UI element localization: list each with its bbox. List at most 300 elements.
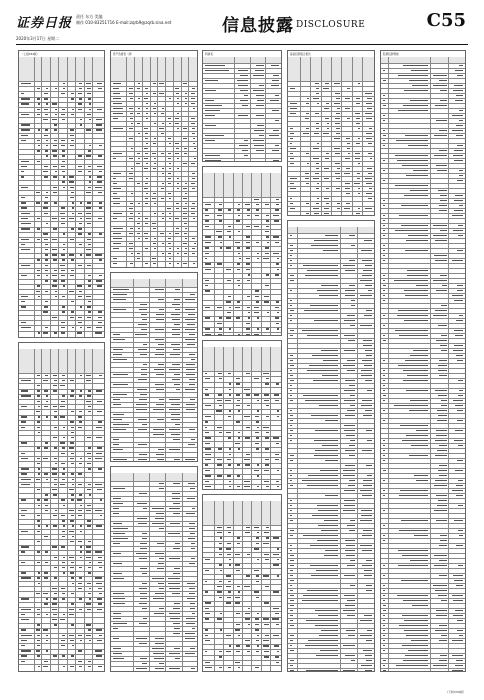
table-row-rule <box>288 563 374 564</box>
table-row-rule <box>288 338 374 339</box>
table-cell <box>290 530 295 531</box>
table-cell <box>159 528 164 529</box>
table-cell <box>146 93 148 94</box>
table-cell <box>89 109 91 110</box>
table-cell <box>169 123 172 124</box>
table-row-rule <box>288 433 374 434</box>
table-row-rule <box>381 608 465 609</box>
table-cell <box>63 285 65 286</box>
table-cell <box>236 613 240 614</box>
table-row-rule <box>288 418 374 419</box>
table-cell <box>216 410 221 411</box>
table-row-rule <box>288 263 374 264</box>
table-cell <box>37 463 40 464</box>
table-cell <box>228 581 231 582</box>
table-row-rule <box>111 521 197 522</box>
table-row-rule <box>381 513 465 514</box>
table-cell <box>228 226 231 227</box>
table-row-rule <box>381 528 465 529</box>
table-row-rule <box>111 397 197 398</box>
table-cell <box>309 365 338 366</box>
table-row-rule <box>381 293 465 294</box>
table-cell <box>316 128 319 129</box>
table-cell <box>159 608 164 609</box>
table-cell <box>138 349 147 350</box>
table-cell <box>99 275 103 276</box>
table-row-rule <box>288 253 374 254</box>
table-cell <box>362 400 373 401</box>
table-cell <box>205 591 208 592</box>
table-cell <box>361 375 372 376</box>
table-cell <box>88 301 90 302</box>
table-cell <box>54 458 56 459</box>
table-cell <box>358 188 361 189</box>
table-cell <box>44 166 49 167</box>
table-row-rule <box>203 197 281 198</box>
table-cell <box>323 133 329 134</box>
table-cell <box>152 523 164 524</box>
table-cell <box>45 301 48 302</box>
table-cell <box>290 625 295 626</box>
table-cell <box>46 395 48 396</box>
table-cell <box>191 163 196 164</box>
table-cell <box>176 148 179 149</box>
table-cell <box>153 108 156 109</box>
table-cell <box>324 198 329 199</box>
table-cell <box>38 666 40 667</box>
table-cell <box>187 598 196 599</box>
table-cell <box>145 138 148 139</box>
table-cell <box>21 140 26 141</box>
table-cell <box>143 618 147 619</box>
table-row-rule <box>19 513 104 514</box>
table-row-rule <box>111 556 197 557</box>
table-row-rule <box>19 446 104 447</box>
table-cell <box>405 250 428 251</box>
table-cell <box>238 115 249 116</box>
table-cell <box>459 170 464 171</box>
table-cell <box>155 593 164 594</box>
table-cell <box>205 328 210 329</box>
table-cell <box>37 447 40 448</box>
table-cell <box>247 215 250 216</box>
table-row-rule <box>19 659 104 660</box>
table-cell <box>217 263 222 264</box>
table-cell <box>113 213 123 214</box>
table-cell <box>138 213 141 214</box>
table-cell <box>53 515 56 516</box>
table-cell <box>410 100 429 101</box>
table-cell <box>96 327 103 328</box>
table-cell <box>229 328 231 329</box>
table-cell <box>137 503 147 504</box>
table-cell <box>146 118 148 119</box>
table-cell <box>360 490 372 491</box>
table-row-rule <box>19 117 104 118</box>
table-cell <box>37 259 40 260</box>
table-cell <box>316 168 319 169</box>
table-cell <box>205 105 222 106</box>
table-row-rule <box>288 518 374 519</box>
table-row-rule <box>288 423 374 424</box>
table-cell <box>256 105 264 106</box>
table-cell <box>184 153 187 154</box>
table-cell <box>185 638 195 639</box>
table-cell <box>403 65 428 66</box>
table-cell <box>78 103 82 104</box>
masthead-rule <box>16 44 468 45</box>
table-cell <box>98 192 102 193</box>
table-cell <box>454 580 464 581</box>
table-cell <box>21 187 28 188</box>
table-cell <box>137 223 141 224</box>
table-cell <box>219 204 221 205</box>
table-cell <box>46 192 49 193</box>
table-cell <box>44 109 48 110</box>
table-cell <box>398 75 428 76</box>
table-cell <box>226 269 231 270</box>
table-cell <box>169 653 180 654</box>
table-cell <box>88 411 91 412</box>
table-column-4-top <box>287 50 375 216</box>
table-row-rule <box>288 648 374 649</box>
table-cell <box>78 93 82 94</box>
table-row-rule <box>111 486 197 487</box>
table-cell <box>37 427 40 428</box>
table-cell <box>46 145 48 146</box>
table-cell <box>255 416 259 417</box>
table-cell <box>257 258 260 259</box>
table-cell <box>113 488 125 489</box>
table-cell <box>344 575 355 576</box>
table-cell <box>364 365 373 366</box>
table-cell <box>205 667 212 668</box>
table-cell <box>137 253 140 254</box>
table-cell <box>316 655 338 656</box>
table-row-rule <box>381 123 465 124</box>
table-cell <box>398 110 429 111</box>
table-cell <box>403 380 428 381</box>
table-cell <box>316 188 319 189</box>
table-cell <box>205 427 208 428</box>
table-cell <box>169 588 180 589</box>
table-cell <box>113 618 122 619</box>
table-row-rule <box>381 658 465 659</box>
table-cell <box>227 459 231 460</box>
table-row-rule <box>19 102 104 103</box>
table-cell <box>21 572 26 573</box>
table-cell <box>205 90 217 91</box>
table-row-rule <box>288 201 374 202</box>
table-cell <box>361 370 372 371</box>
table-cell <box>97 176 103 177</box>
table-cell <box>71 562 74 563</box>
table-cell <box>37 551 40 552</box>
table-row-rule <box>381 558 465 559</box>
table-cell <box>453 600 463 601</box>
table-cell <box>62 473 66 474</box>
table-cell <box>290 360 294 361</box>
table-cell <box>290 565 294 566</box>
table-cell <box>435 480 446 481</box>
table-cell <box>52 218 56 219</box>
table-cell <box>217 307 222 308</box>
table-row-rule <box>288 191 374 192</box>
table-cell <box>21 98 30 99</box>
table-cell <box>37 401 39 402</box>
table-cell <box>78 416 82 417</box>
table-cell <box>70 520 73 521</box>
table-cell <box>139 603 147 604</box>
table-column-rule <box>430 57 431 671</box>
table-cell <box>21 484 30 485</box>
table-row-rule <box>288 573 374 574</box>
table-cell <box>96 124 103 125</box>
table-cell <box>383 380 385 381</box>
table-row-rule <box>381 523 465 524</box>
table-cell <box>46 155 48 156</box>
table-cell <box>62 155 65 156</box>
table-cell <box>86 375 90 376</box>
table-cell <box>439 205 447 206</box>
table-cell <box>173 503 180 504</box>
table-cell <box>456 545 463 546</box>
table-row-rule <box>111 241 197 242</box>
table-cell <box>383 235 385 236</box>
table-row-rule <box>203 622 281 623</box>
table-row-rule <box>381 308 465 309</box>
table-cell <box>347 315 355 316</box>
table-row-rule <box>19 586 104 587</box>
table-cell <box>157 568 164 569</box>
table-cell <box>246 242 250 243</box>
table-cell <box>159 488 163 489</box>
table-cell <box>411 445 428 446</box>
table-cell <box>344 425 356 426</box>
table-cell <box>266 416 268 417</box>
table-cell <box>383 590 385 591</box>
table-cell <box>87 609 90 610</box>
table-cell <box>245 640 249 641</box>
table-cell <box>263 543 268 544</box>
table-cell <box>21 390 28 391</box>
table-column-2-middle <box>110 272 198 462</box>
table-cell <box>169 218 172 219</box>
table-cell <box>345 550 356 551</box>
table-cell <box>290 163 294 164</box>
table-row-rule <box>111 287 197 288</box>
table-column-3-bottom <box>202 494 282 672</box>
table-cell <box>238 85 249 86</box>
table-row-rule <box>111 377 197 378</box>
table-cell <box>21 218 28 219</box>
table-row-rule <box>203 665 281 666</box>
table-row-rule <box>19 299 104 300</box>
table-cell <box>61 114 65 115</box>
table-row-rule <box>381 398 465 399</box>
table-cell <box>52 317 57 318</box>
table-cell <box>440 275 447 276</box>
table-cell <box>154 248 156 249</box>
table-cell <box>37 375 40 376</box>
table-cell <box>78 510 82 511</box>
table-cell <box>383 80 386 81</box>
table-cell <box>96 119 102 120</box>
table-cell <box>264 532 269 533</box>
table-cell <box>290 275 294 276</box>
table-cell <box>97 109 103 110</box>
table-cell <box>257 464 259 465</box>
table-cell <box>400 490 428 491</box>
table-row-rule <box>288 493 374 494</box>
table-cell <box>383 120 385 121</box>
table-row-rule <box>288 583 374 584</box>
table-cell <box>170 523 180 524</box>
table-cell <box>36 192 39 193</box>
table-row-rule <box>381 463 465 464</box>
table-cell <box>113 374 128 375</box>
table-cell <box>313 208 319 209</box>
table-cell <box>70 145 74 146</box>
table-cell <box>155 289 164 290</box>
table-cell <box>383 170 385 171</box>
table-row-rule <box>381 643 465 644</box>
table-cell <box>290 510 293 511</box>
table-cell <box>266 527 269 528</box>
table-row-rule <box>111 631 197 632</box>
table-cell <box>87 520 91 521</box>
table-cell <box>43 311 48 312</box>
table-cell <box>95 332 103 333</box>
table-cell <box>97 609 102 610</box>
table-cell <box>226 635 232 636</box>
table-cell <box>244 586 249 587</box>
table-cell <box>53 280 56 281</box>
table-cell <box>440 90 446 91</box>
table-cell <box>290 400 294 401</box>
table-cell <box>174 299 180 300</box>
table-cell <box>383 285 386 286</box>
table-cell <box>113 349 123 350</box>
table-cell <box>404 290 428 291</box>
table-cell <box>259 135 264 136</box>
table-cell <box>113 83 121 84</box>
table-cell <box>264 481 269 482</box>
table-cell <box>80 390 82 391</box>
table-cell <box>205 80 218 81</box>
table-row-rule <box>203 638 281 639</box>
table-cell <box>263 645 268 646</box>
table-cell <box>146 178 148 179</box>
table-cell <box>96 525 102 526</box>
table-cell <box>154 158 156 159</box>
table-row-rule <box>203 452 281 453</box>
table-cell <box>266 328 269 329</box>
table-cell <box>88 567 90 568</box>
table-cell <box>62 520 65 521</box>
table-cell <box>453 400 464 401</box>
table-cell <box>21 306 26 307</box>
table-cell <box>217 475 222 476</box>
table-cell <box>113 503 123 504</box>
table-cell <box>45 510 48 511</box>
table-cell <box>175 153 179 154</box>
table-cell <box>162 123 164 124</box>
table-cell <box>69 447 73 448</box>
table-cell <box>145 198 148 199</box>
table-cell <box>265 559 269 560</box>
table-cell <box>370 158 373 159</box>
table-cell <box>408 650 429 651</box>
table-row-rule <box>288 353 374 354</box>
table-cell <box>290 380 295 381</box>
table-row-rule <box>203 409 281 410</box>
table-cell <box>169 429 180 430</box>
table-row-rule <box>203 617 281 618</box>
table-cell <box>157 543 164 544</box>
table-row-rule <box>288 116 374 117</box>
table-cell <box>79 609 82 610</box>
table-cell <box>457 250 463 251</box>
table-cell <box>169 263 171 264</box>
table-cell <box>454 160 464 161</box>
table-cell <box>53 192 57 193</box>
table-cell <box>21 629 26 630</box>
table-row-rule <box>381 163 465 164</box>
table-cell <box>253 90 264 91</box>
table-cell <box>87 317 91 318</box>
table-column-rule <box>270 501 271 671</box>
table-cell <box>46 140 48 141</box>
table-cell <box>63 505 65 506</box>
table-column-rule <box>58 57 59 337</box>
table-cell <box>153 168 156 169</box>
table-cell <box>347 615 355 616</box>
section-subtitle: DISCLOSURE <box>296 20 366 30</box>
table-cell <box>383 245 385 246</box>
table-cell <box>236 570 240 571</box>
table-cell <box>226 575 231 576</box>
table-cell <box>229 448 231 449</box>
table-row-rule <box>203 316 281 317</box>
table-cell <box>236 317 240 318</box>
table-cell <box>383 635 385 636</box>
table-cell <box>235 629 241 630</box>
table-row-rule <box>19 519 104 520</box>
table-row-rule <box>19 138 104 139</box>
table-cell <box>79 494 82 495</box>
table-cell <box>97 285 103 286</box>
table-cell <box>366 660 373 661</box>
table-cell <box>21 124 30 125</box>
table-cell <box>44 536 48 537</box>
table-cell <box>21 468 30 469</box>
table-cell <box>276 383 279 384</box>
table-cell <box>237 543 241 544</box>
table-cell <box>160 233 164 234</box>
table-cell <box>113 93 121 94</box>
table-cell <box>99 635 102 636</box>
table-cell <box>307 270 338 271</box>
table-cell <box>345 655 355 656</box>
table-row-rule <box>111 437 197 438</box>
table-cell <box>229 559 232 560</box>
table-cell <box>21 275 27 276</box>
table-cell <box>404 320 428 321</box>
table-row-rule <box>288 598 374 599</box>
table-cell <box>99 207 102 208</box>
table-cell <box>54 447 57 448</box>
